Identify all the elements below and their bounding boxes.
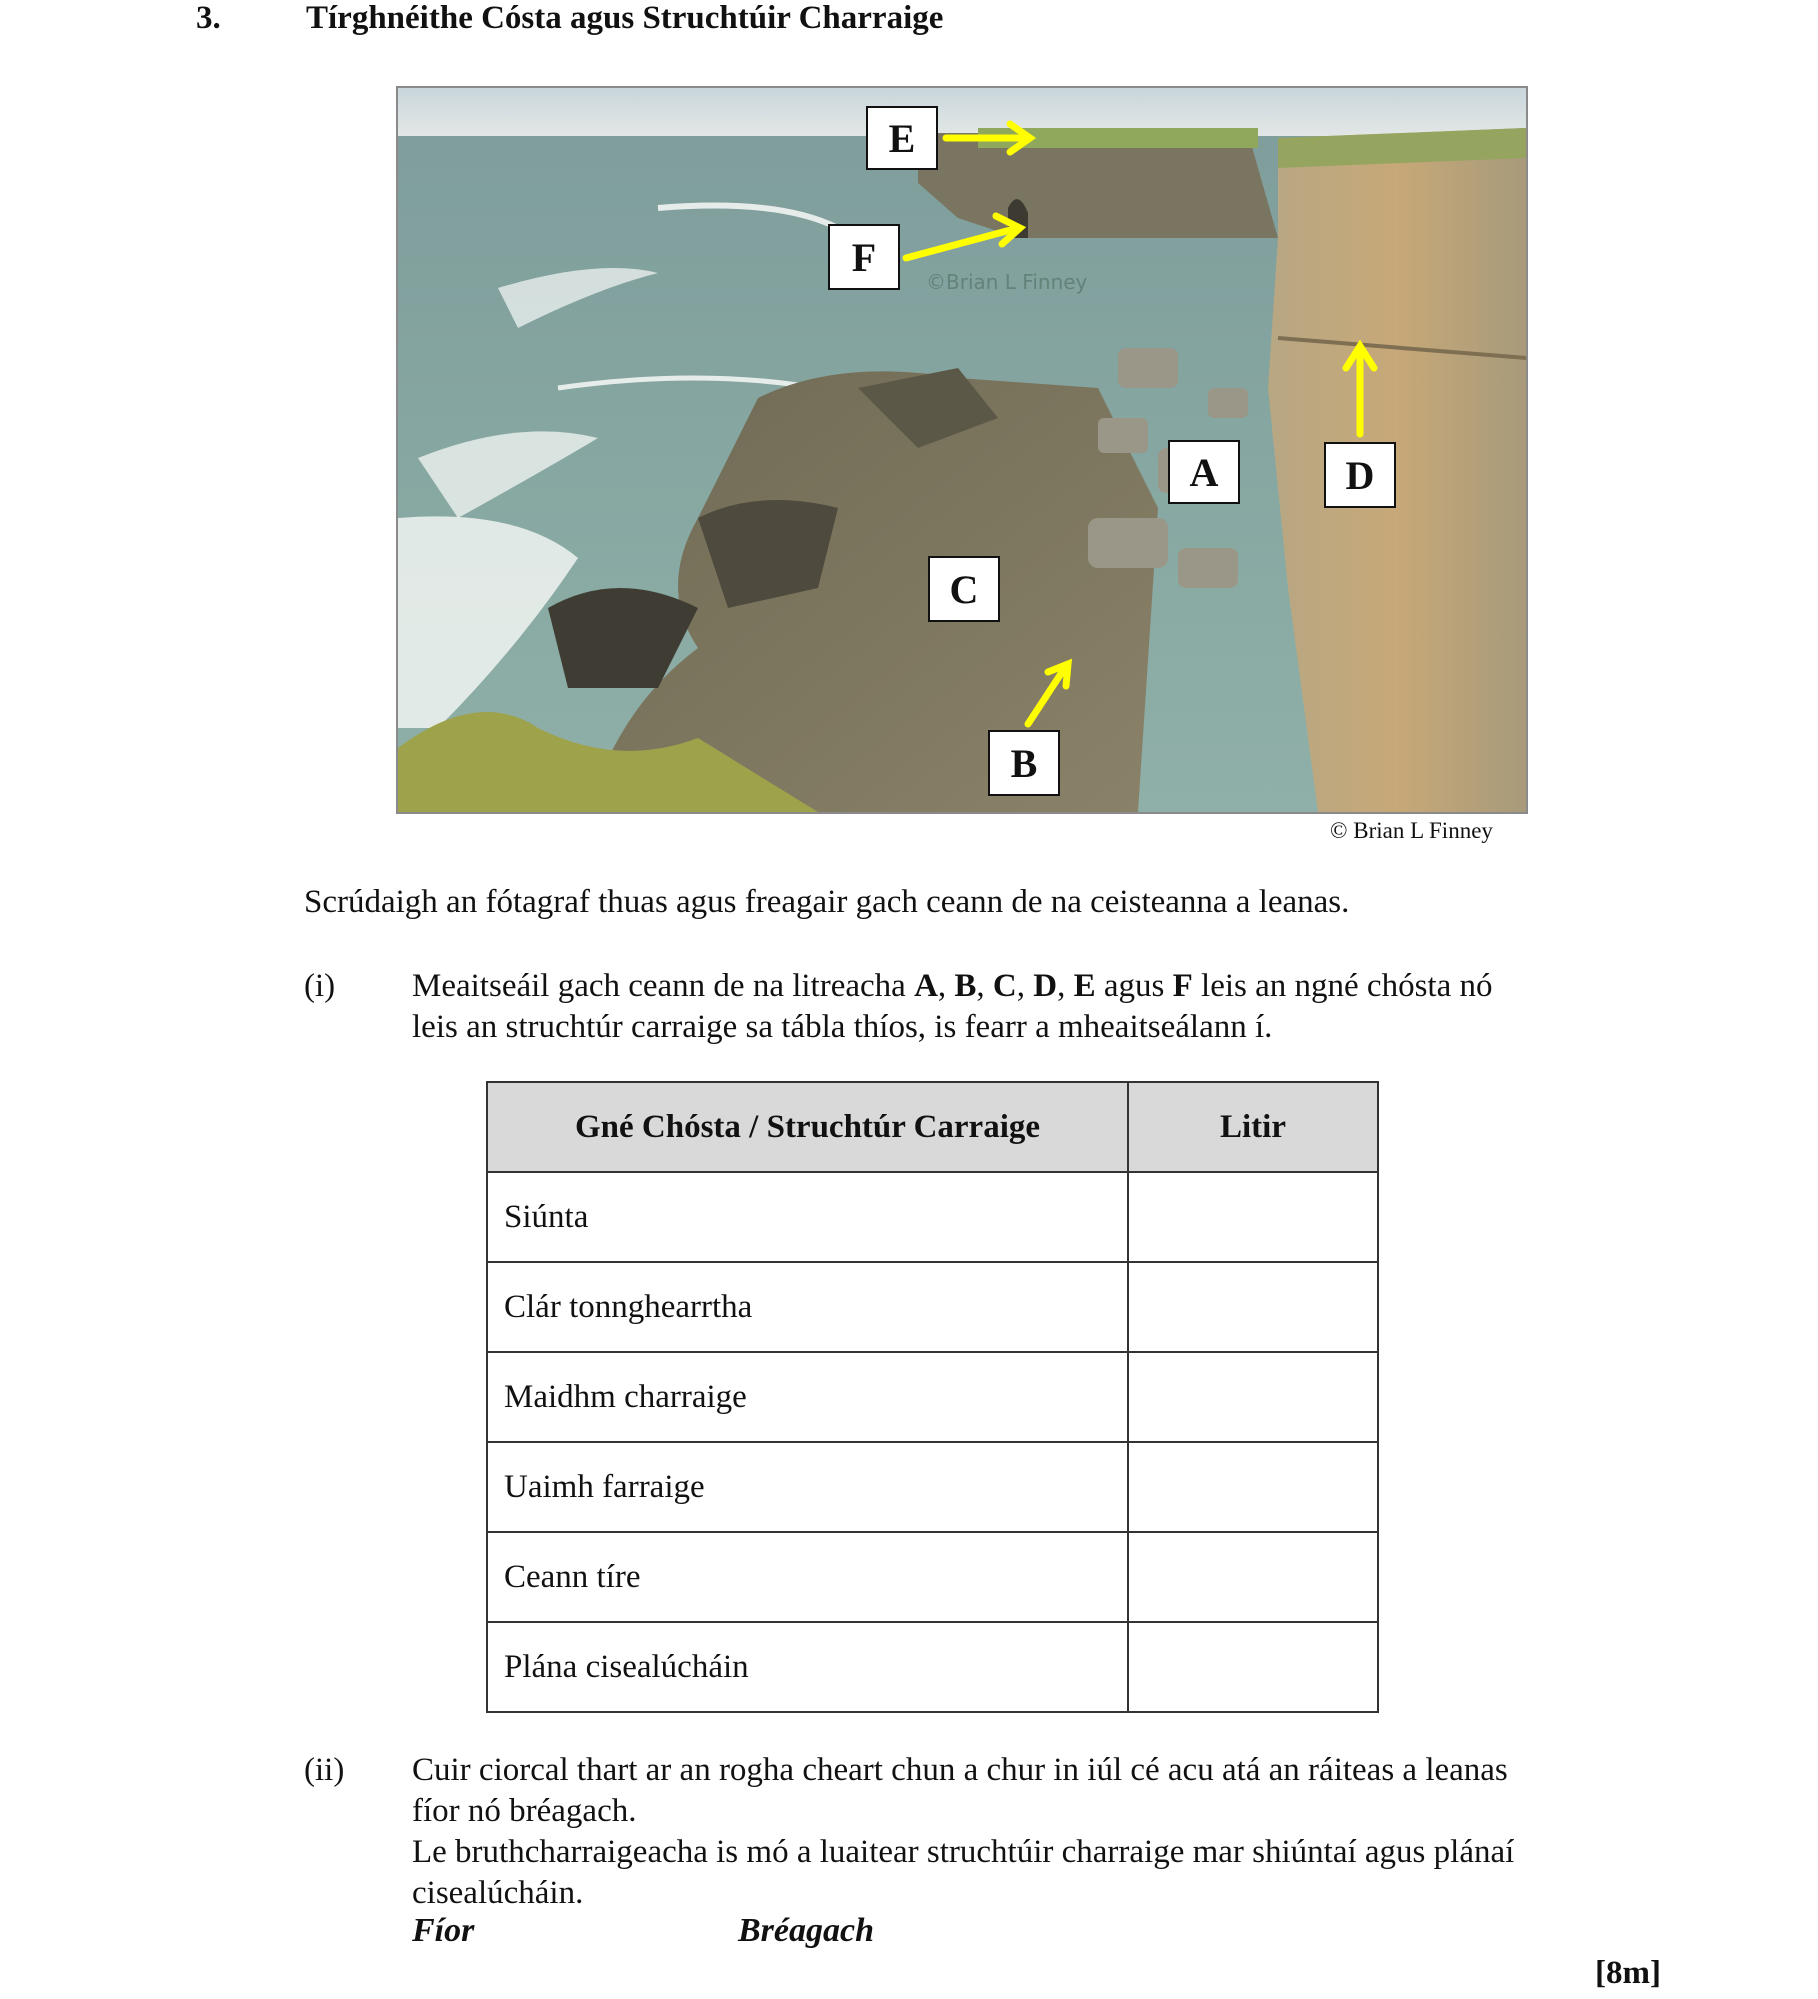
photo-label-a: A bbox=[1168, 440, 1240, 504]
letter-e: E bbox=[1073, 968, 1096, 1004]
part-i-label: (i) bbox=[304, 968, 336, 1004]
photo-label-c: C bbox=[928, 556, 1000, 622]
part-ii-line2: fíor nó bréagach. bbox=[412, 1793, 637, 1829]
table-row bbox=[487, 1622, 1378, 1712]
question-number: 3. bbox=[196, 0, 221, 36]
photo-credit: © Brian L Finney bbox=[1330, 818, 1493, 843]
option-true[interactable]: Fíor bbox=[412, 1912, 475, 1949]
table-row bbox=[487, 1532, 1378, 1622]
letter-answer-cell[interactable] bbox=[1128, 1532, 1378, 1622]
part-ii-text bbox=[412, 1750, 1712, 1914]
part-i-line1: Meaitseáil gach ceann de na litreacha A, B, C, D, E agus F leis an ngné chósta nó bbox=[412, 968, 1493, 1004]
option-false[interactable]: Bréagach bbox=[738, 1912, 874, 1949]
letter-f: F bbox=[1172, 968, 1193, 1004]
feature-cell: Clár tonnghearrtha bbox=[487, 1262, 1128, 1352]
letter-b: B bbox=[954, 968, 977, 1004]
letter-answer-cell[interactable] bbox=[1128, 1622, 1378, 1712]
table-row bbox=[487, 1262, 1378, 1352]
feature-cell: Plána cisealúcháin bbox=[487, 1622, 1128, 1712]
coastal-photograph bbox=[396, 86, 1528, 814]
photo-label-b: B bbox=[988, 730, 1060, 796]
photo-label-e: E bbox=[866, 106, 938, 170]
letter-answer-cell[interactable] bbox=[1128, 1262, 1378, 1352]
matching-table bbox=[486, 1081, 1379, 1713]
feature-cell: Maidhm charraige bbox=[487, 1352, 1128, 1442]
photo-label-d: D bbox=[1324, 442, 1396, 508]
part-i-text bbox=[412, 966, 1492, 1048]
letter-a: A bbox=[914, 968, 938, 1004]
header-letter: Litir bbox=[1128, 1082, 1378, 1172]
letter-answer-cell[interactable] bbox=[1128, 1442, 1378, 1532]
letter-c: C bbox=[992, 968, 1017, 1004]
feature-cell: Siúnta bbox=[487, 1172, 1128, 1262]
photo-label-f: F bbox=[828, 224, 900, 290]
table-row bbox=[487, 1172, 1378, 1262]
table-row bbox=[487, 1352, 1378, 1442]
letter-d: D bbox=[1033, 968, 1058, 1004]
feature-cell: Ceann tíre bbox=[487, 1532, 1128, 1622]
marks-allocation: [8m] bbox=[1595, 1955, 1661, 1991]
photo-watermark: ©Brian L Finney bbox=[926, 270, 1088, 294]
part-ii-label: (ii) bbox=[304, 1752, 345, 1788]
question-title: Tírghnéithe Cósta agus Struchtúir Charraige bbox=[306, 0, 944, 36]
header-feature: Gné Chósta / Struchtúr Carraige bbox=[487, 1082, 1128, 1172]
part-i-line2: leis an struchtúr carraige sa tábla thíos, is fearr a mheaitseálann í. bbox=[412, 1009, 1273, 1045]
table-header-row bbox=[487, 1082, 1378, 1172]
letter-answer-cell[interactable] bbox=[1128, 1352, 1378, 1442]
instructions: Scrúdaigh an fótagraf thuas agus freagair gach ceann de na ceisteanna a leanas. bbox=[304, 884, 1350, 920]
letter-answer-cell[interactable] bbox=[1128, 1172, 1378, 1262]
feature-cell: Uaimh farraige bbox=[487, 1442, 1128, 1532]
statement-line1: Le bruthcharraigeacha is mó a luaitear struchtúir charraige mar shiúntaí agus plánaí bbox=[412, 1834, 1515, 1870]
part-ii-line1: Cuir ciorcal thart ar an rogha cheart chun a chur in iúl cé acu atá an ráiteas a leanas bbox=[412, 1752, 1508, 1788]
table-row bbox=[487, 1442, 1378, 1532]
statement-line2: cisealúcháin. bbox=[412, 1875, 584, 1911]
